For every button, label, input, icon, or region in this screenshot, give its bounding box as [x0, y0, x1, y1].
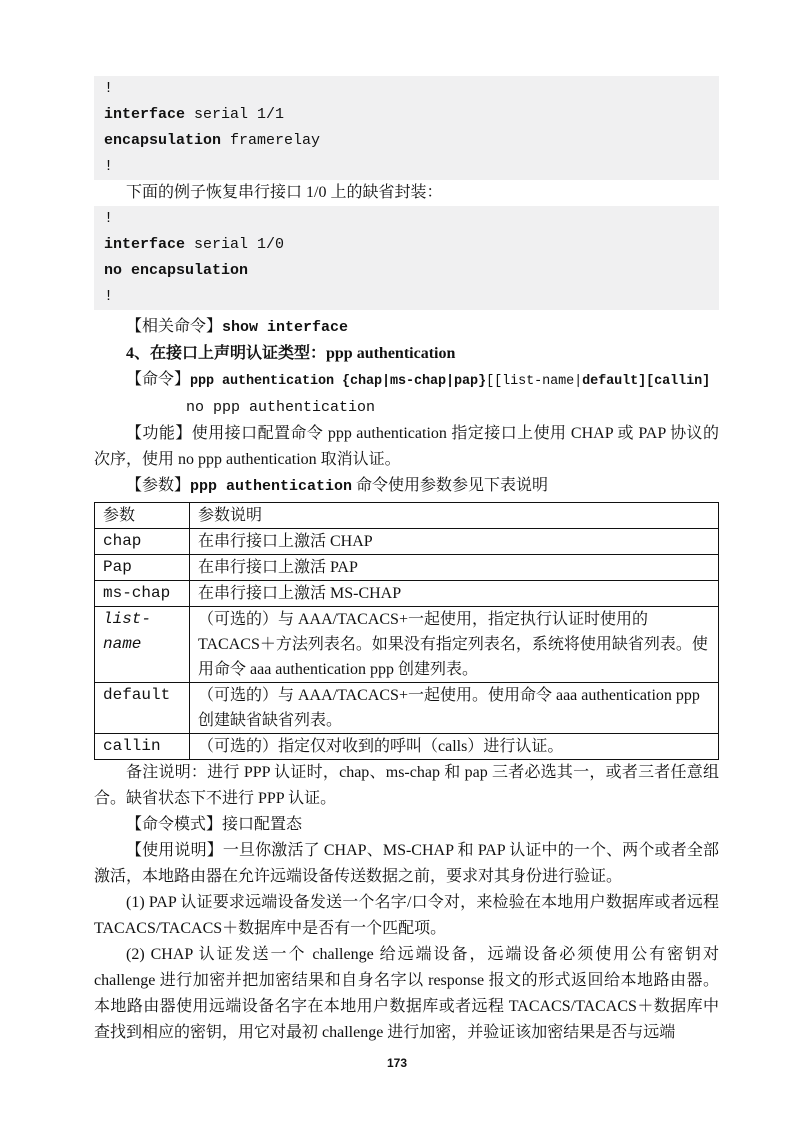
code-text: ! — [104, 80, 114, 97]
desc-cell: （可选的）指定仅对收到的呼叫（calls）进行认证。 — [190, 734, 719, 760]
command-mode-paragraph: 【命令模式】接口配置态 — [126, 816, 303, 833]
param-cell: callin — [95, 734, 190, 760]
table-header-row — [95, 503, 719, 529]
param-cell: default — [95, 683, 190, 734]
table-row — [95, 607, 719, 683]
code-keyword: encapsulation — [104, 132, 222, 149]
function-paragraph: 【功能】使用接口配置命令 ppp authentication 指定接口上使用 CHAP 或 PAP 协议的次序，使用 no ppp authentication 取消认证。 — [94, 425, 719, 468]
desc-cell: 在串行接口上激活 MS-CHAP — [190, 581, 719, 607]
desc-cell: （可选的）与 AAA/TACACS+一起使用。使用命令 aaa authentication ppp 创建缺省缺省列表。 — [190, 683, 719, 734]
chap-item-paragraph: (2) CHAP 认证发送一个 challenge 给远端设备，远端设备必须使用公有密钥对 challenge 进行加密并把加密结果和自身名字以 response 报文的形式返回给本地路由器。 本地路由器使用远端设备名字在本地用户数据库或者远程 TACACS/TACACS＋数据库中查找到相应的密钥，用它对最初 challenge 进行加密，并验证该加密结果是否与远端 — [94, 946, 719, 1041]
header-cell-desc: 参数说明 — [190, 503, 719, 529]
code-keyword: interface — [104, 106, 186, 123]
table-row — [95, 529, 719, 555]
table-row — [95, 683, 719, 734]
param-cell: chap — [95, 529, 190, 555]
command-bold-part1: ppp authentication {chap|ms-chap|pap} — [190, 374, 487, 389]
param-cell: Pap — [95, 555, 190, 581]
example-intro-paragraph: 下面的例子恢复串行接口 1/0 上的缺省封装： — [126, 184, 443, 201]
param-cell: list-name — [95, 607, 190, 683]
code-line — [104, 232, 719, 258]
code-block-serial-1-0 — [94, 206, 719, 310]
related-command-value: show interface — [222, 319, 349, 336]
command-normal-part: [[list-name| — [486, 374, 583, 389]
related-command-paragraph — [94, 314, 719, 341]
table-row — [95, 734, 719, 760]
code-text: framerelay — [221, 132, 321, 149]
code-text: ! — [104, 158, 114, 175]
related-command-label: 【相关命令】 — [126, 318, 223, 335]
desc-cell: （可选的）与 AAA/TACACS+一起使用，指定执行认证时使用的 TACACS＋方法列表名。如果没有指定列表名，系统将使用缺省列表。使用命令 aaa authentication ppp 创建列表。 — [190, 607, 719, 683]
content-area — [94, 76, 719, 1046]
code-block-serial-1-1 — [94, 76, 719, 180]
section-heading: 4、在接口上声明认证类型：ppp authentication — [126, 345, 456, 362]
param-cell: ms-chap — [95, 581, 190, 607]
code-line — [104, 128, 719, 154]
code-line — [104, 284, 719, 310]
command-syntax-paragraph — [94, 367, 719, 395]
page-number: 173 — [386, 1056, 408, 1070]
code-line — [104, 102, 719, 128]
code-text: serial 1/0 — [185, 236, 285, 253]
code-line — [104, 76, 719, 102]
command-label: 【命令】 — [126, 371, 191, 388]
params-table — [94, 502, 719, 760]
note-paragraph: 备注说明：进行 PPP 认证时，chap、ms-chap 和 pap 三者必选其一，或者三者任意组合。缺省状态下不进行 PPP 认证。 — [94, 764, 719, 807]
code-keyword: interface — [104, 236, 186, 253]
command-no-form: no ppp authentication — [186, 399, 376, 416]
code-text: ! — [104, 210, 114, 227]
usage-paragraph: 【使用说明】一旦你激活了 CHAP、MS-CHAP 和 PAP 认证中的一个、两个或者全部激活，本地路由器在允许远端设备传送数据之前，要求对其身份进行验证。 — [94, 842, 719, 885]
code-text: serial 1/1 — [185, 106, 285, 123]
table-row — [95, 555, 719, 581]
desc-cell: 在串行接口上激活 CHAP — [190, 529, 719, 555]
desc-cell: 在串行接口上激活 PAP — [190, 555, 719, 581]
code-text: ! — [104, 288, 114, 305]
code-line — [104, 258, 719, 284]
params-intro-paragraph — [94, 473, 719, 500]
code-line — [104, 206, 719, 232]
table-row — [95, 581, 719, 607]
code-keyword: no encapsulation — [104, 262, 249, 279]
params-label: 【参数】 — [126, 477, 191, 494]
params-intro-rest: 命令使用参数参见下表说明 — [352, 477, 549, 494]
header-cell-param: 参数 — [95, 503, 190, 529]
pap-item-paragraph: (1) PAP 认证要求远端设备发送一个名字/口令对，来检验在本地用户数据库或者远程 TACACS/TACACS＋数据库中是否有一个匹配项。 — [94, 894, 719, 937]
params-command: ppp authentication — [190, 478, 353, 495]
code-line — [104, 154, 719, 180]
command-bold-part2: default][callin] — [582, 374, 711, 389]
